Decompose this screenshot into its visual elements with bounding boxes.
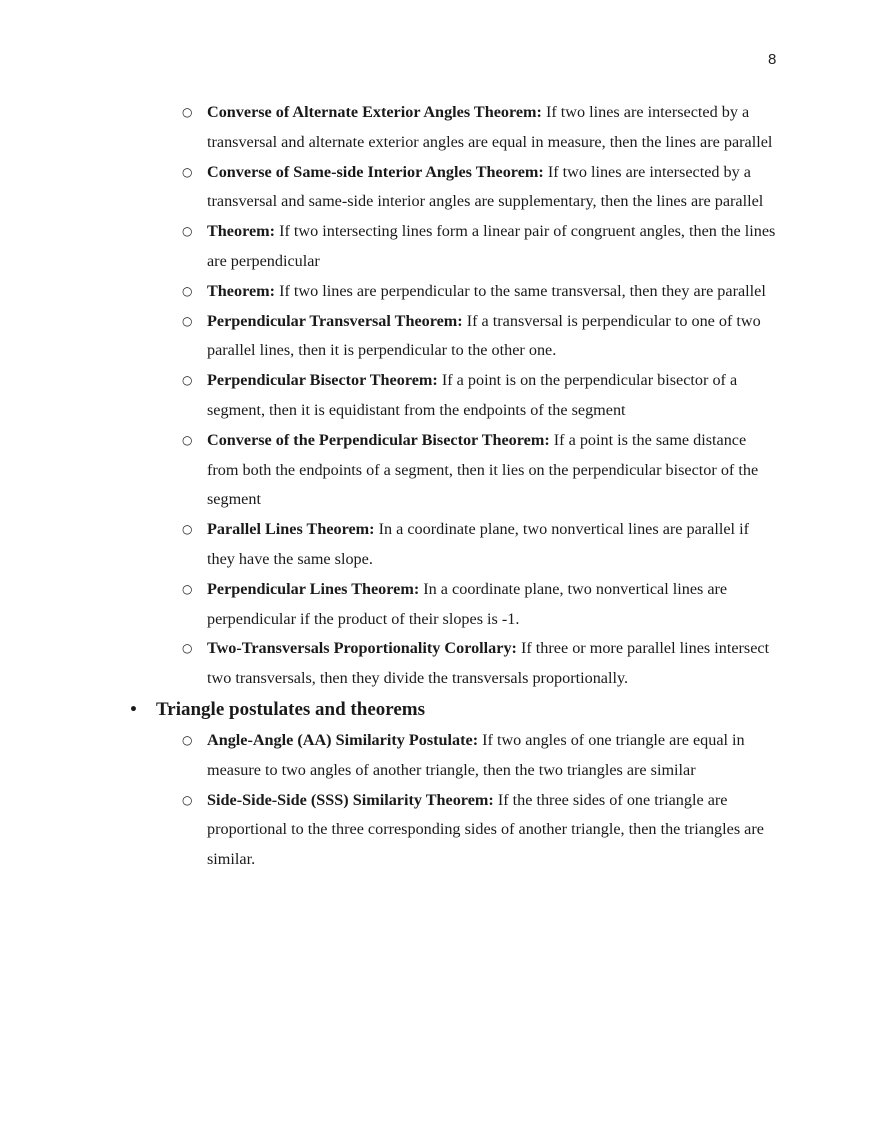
item-text: In a coordinate plane, two nonvertical lines are perpendicular if the product of their slopes is -1. <box>207 579 728 628</box>
item-title: Two-Transversals Proportionality Corollary: <box>207 639 517 658</box>
hollow-bullet-icon: ○ <box>182 224 193 239</box>
item-title: Perpendicular Bisector Theorem: <box>207 371 438 390</box>
list-item <box>0 307 777 367</box>
list-item <box>0 634 777 694</box>
item-text: If a transversal is perpendicular to one of two parallel lines, then it is perpendicular to the other one. <box>207 311 761 360</box>
list-item <box>0 277 777 307</box>
item-title: Theorem: <box>207 222 276 241</box>
hollow-bullet-icon: ○ <box>182 792 193 807</box>
item-text: If the three sides of one triangle are proportional to the three corresponding sides of another triangle, then the triangles are similar. <box>207 790 764 869</box>
item-title: Perpendicular Transversal Theorem: <box>207 311 463 330</box>
hollow-bullet-icon: ○ <box>182 581 193 596</box>
item-text: If three or more parallel lines intersect two transversals, then they divide the transversals proportionally. <box>207 639 770 688</box>
item-text: If two lines are intersected by a transversal and same-side interior angles are supplementary, then the lines are parallel <box>207 162 764 211</box>
item-title: Converse of Alternate Exterior Angles Theorem: <box>207 103 542 121</box>
page-number: 8 <box>768 51 777 68</box>
filled-bullet-icon: • <box>129 701 138 718</box>
item-text: In a coordinate plane, two nonvertical lines are parallel if they have the same slope. <box>207 520 749 568</box>
hollow-bullet-icon: ○ <box>182 732 193 747</box>
item-text: If a point is on the perpendicular bisector of a segment, then it is equidistant from the endpoints of the segment <box>207 371 738 419</box>
list-item <box>0 575 777 635</box>
item-title: Perpendicular Lines Theorem: <box>207 579 420 598</box>
item-title: Theorem: <box>207 281 276 300</box>
hollow-bullet-icon: ○ <box>182 373 193 388</box>
list-item <box>0 158 777 218</box>
document-body <box>0 98 880 875</box>
item-title: Converse of Same-side Interior Angles Theorem: <box>207 162 544 181</box>
list-item <box>0 426 777 515</box>
hollow-bullet-icon: ○ <box>182 522 193 537</box>
list-item <box>0 366 777 426</box>
item-title: Angle-Angle (AA) Similarity Postulate: <box>207 730 479 749</box>
section-heading-text: Triangle postulates and theorems <box>156 698 425 720</box>
item-text: If two angles of one triangle are equal in measure to two angles of another triangle, then the two triangles are similar <box>207 730 745 779</box>
item-text: If two intersecting lines form a linear pair of congruent angles, then the lines are perpendicular <box>207 222 776 270</box>
item-title: Side-Side-Side (SSS) Similarity Theorem: <box>207 790 494 809</box>
list-item <box>0 98 777 158</box>
hollow-bullet-icon: ○ <box>182 283 193 298</box>
hollow-bullet-icon: ○ <box>182 313 193 328</box>
hollow-bullet-icon: ○ <box>182 641 193 656</box>
hollow-bullet-icon: ○ <box>182 105 193 119</box>
list-item <box>0 515 777 575</box>
item-text: If a point is the same distance from both the endpoints of a segment, then it lies on the perpendicular bisector of the segment <box>207 430 759 509</box>
list-item <box>0 786 777 875</box>
item-text: If two lines are intersected by a transversal and alternate exterior angles are equal in measure, then the lines are parallel <box>207 103 773 151</box>
item-title: Parallel Lines Theorem: <box>207 520 375 539</box>
section-heading <box>0 696 880 724</box>
hollow-bullet-icon: ○ <box>182 432 193 447</box>
list-item <box>0 217 777 277</box>
hollow-bullet-icon: ○ <box>182 164 193 179</box>
item-title: Converse of the Perpendicular Bisector Theorem: <box>207 430 550 449</box>
list-item <box>0 726 777 786</box>
item-text: If two lines are perpendicular to the same transversal, then they are parallel <box>275 281 766 300</box>
